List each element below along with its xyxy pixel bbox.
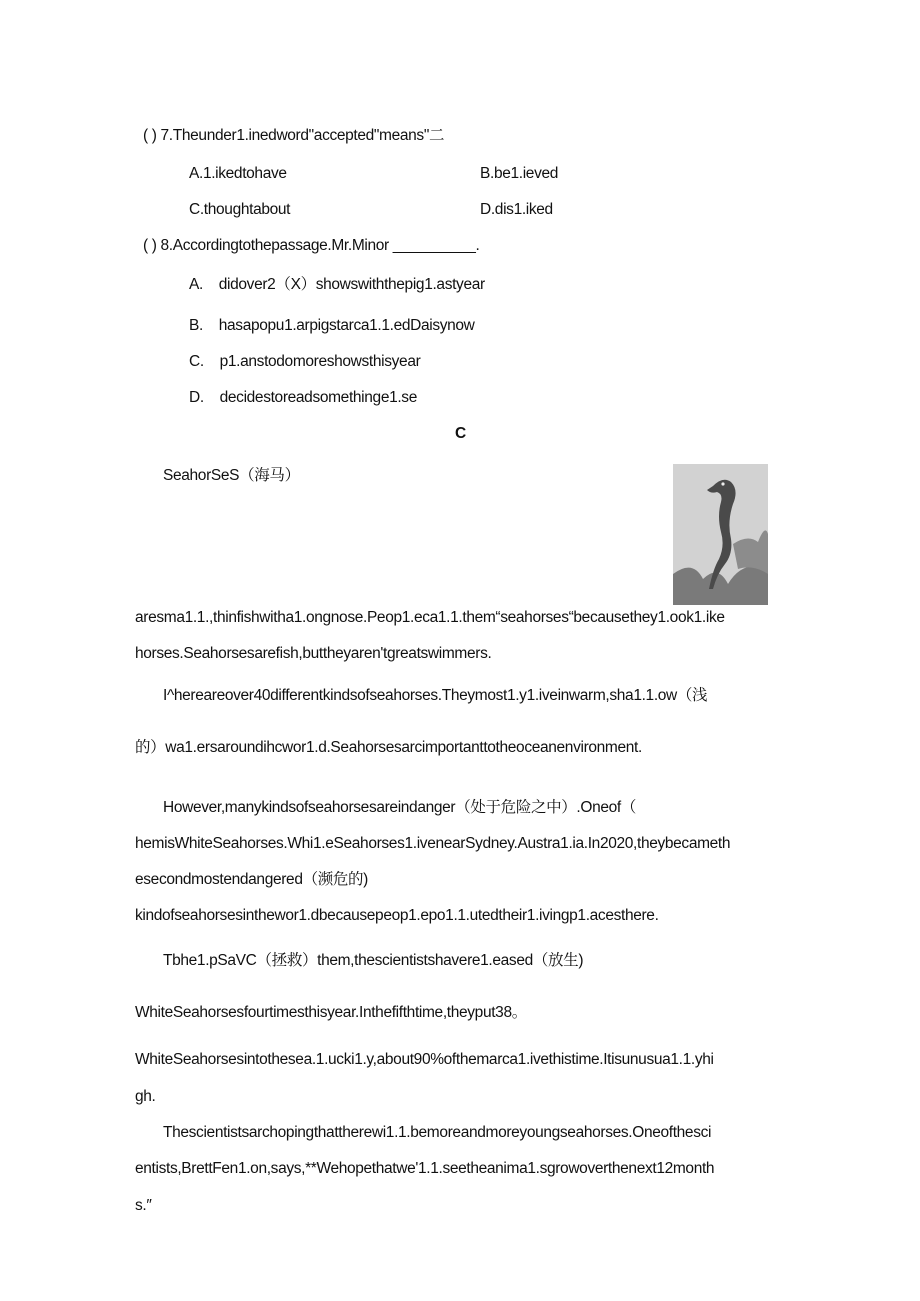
passage-line: WhiteSeahorsesintothesea.1.ucki1.y,about90%ofthemarca1.ivethistime.Itisunusua1.1.yhi (135, 1051, 714, 1068)
q8-option-a: A. didover2（X）showswiththepig1.astyear (189, 276, 485, 293)
passage-line: hemisWhiteSeahorses.Whi1.eSeahorses1.ivenearSydney.Austra1.ia.In2020,theybecameth (135, 835, 731, 852)
passage-line: Tbhe1.pSaVC（拯救）them,thescientistshavere1.eased（放生) (163, 952, 584, 969)
q8-option-b: B. hasapopu1.arpigstarca1.1.edDaisynow (189, 317, 475, 334)
passage-line: WhiteSeahorsesfourtimesthisyear.Inthefifthtime,theyput38。 (135, 1004, 527, 1021)
question-7-stem: ( ) 7.Theunder1.inedword"accepted"means"二 (143, 127, 445, 144)
section-label: C (455, 425, 466, 442)
q8-option-c: C. p1.anstodomoreshowsthisyear (189, 353, 421, 370)
passage-line: kindofseahorsesinthewor1.dbecausepeop1.epo1.1.utedtheir1.ivingp1.acesthere. (135, 907, 659, 924)
passage-line: gh. (135, 1088, 156, 1105)
seahorse-image (673, 464, 768, 605)
q7-option-b: B.be1.ieved (480, 165, 559, 182)
q8-option-d: D. decidestoreadsomethinge1.se (189, 389, 417, 406)
passage-line: Thescientistsarchopingthattherewi1.1.bemoreandmoreyoungseahorses.Oneofthesci (163, 1124, 712, 1141)
q7-option-a: A.1.ikedtohave (189, 165, 287, 182)
passage-title: SeahorSeS（海马） (163, 467, 300, 484)
passage-line: s.″ (135, 1197, 152, 1214)
passage-line: esecondmostendangered（濒危的) (135, 871, 368, 888)
passage-line: horses.Seahorsesarefish,buttheyaren'tgreatswimmers. (135, 645, 492, 662)
passage-line: However,manykindsofseahorsesareindanger（处于危险之中）.Oneof（ (163, 799, 636, 816)
passage-line: I^hereareover40differentkindsofseahorses.Theymost1.y1.iveinwarm,sha1.1.ow（浅 (163, 687, 708, 704)
passage-line: aresma1.1.,thinfishwitha1.ongnose.Peop1.eca1.1.them“seahorses“becausethey1.ook1.ike (135, 609, 725, 626)
q7-option-c: C.thoughtabout (189, 201, 291, 218)
q7-option-d: D.dis1.iked (480, 201, 553, 218)
passage-line: 的）wa1.ersaroundihcwor1.d.Seahorsesarcimportanttotheoceanenvironment. (135, 739, 642, 756)
question-8-stem: ( ) 8.Accordingtothepassage.Mr.Minor __________. (143, 237, 480, 254)
passage-line: entists,BrettFen1.on,says,**Wehopethatwe'1.1.seetheanima1.sgrowoverthenext12month (135, 1160, 715, 1177)
